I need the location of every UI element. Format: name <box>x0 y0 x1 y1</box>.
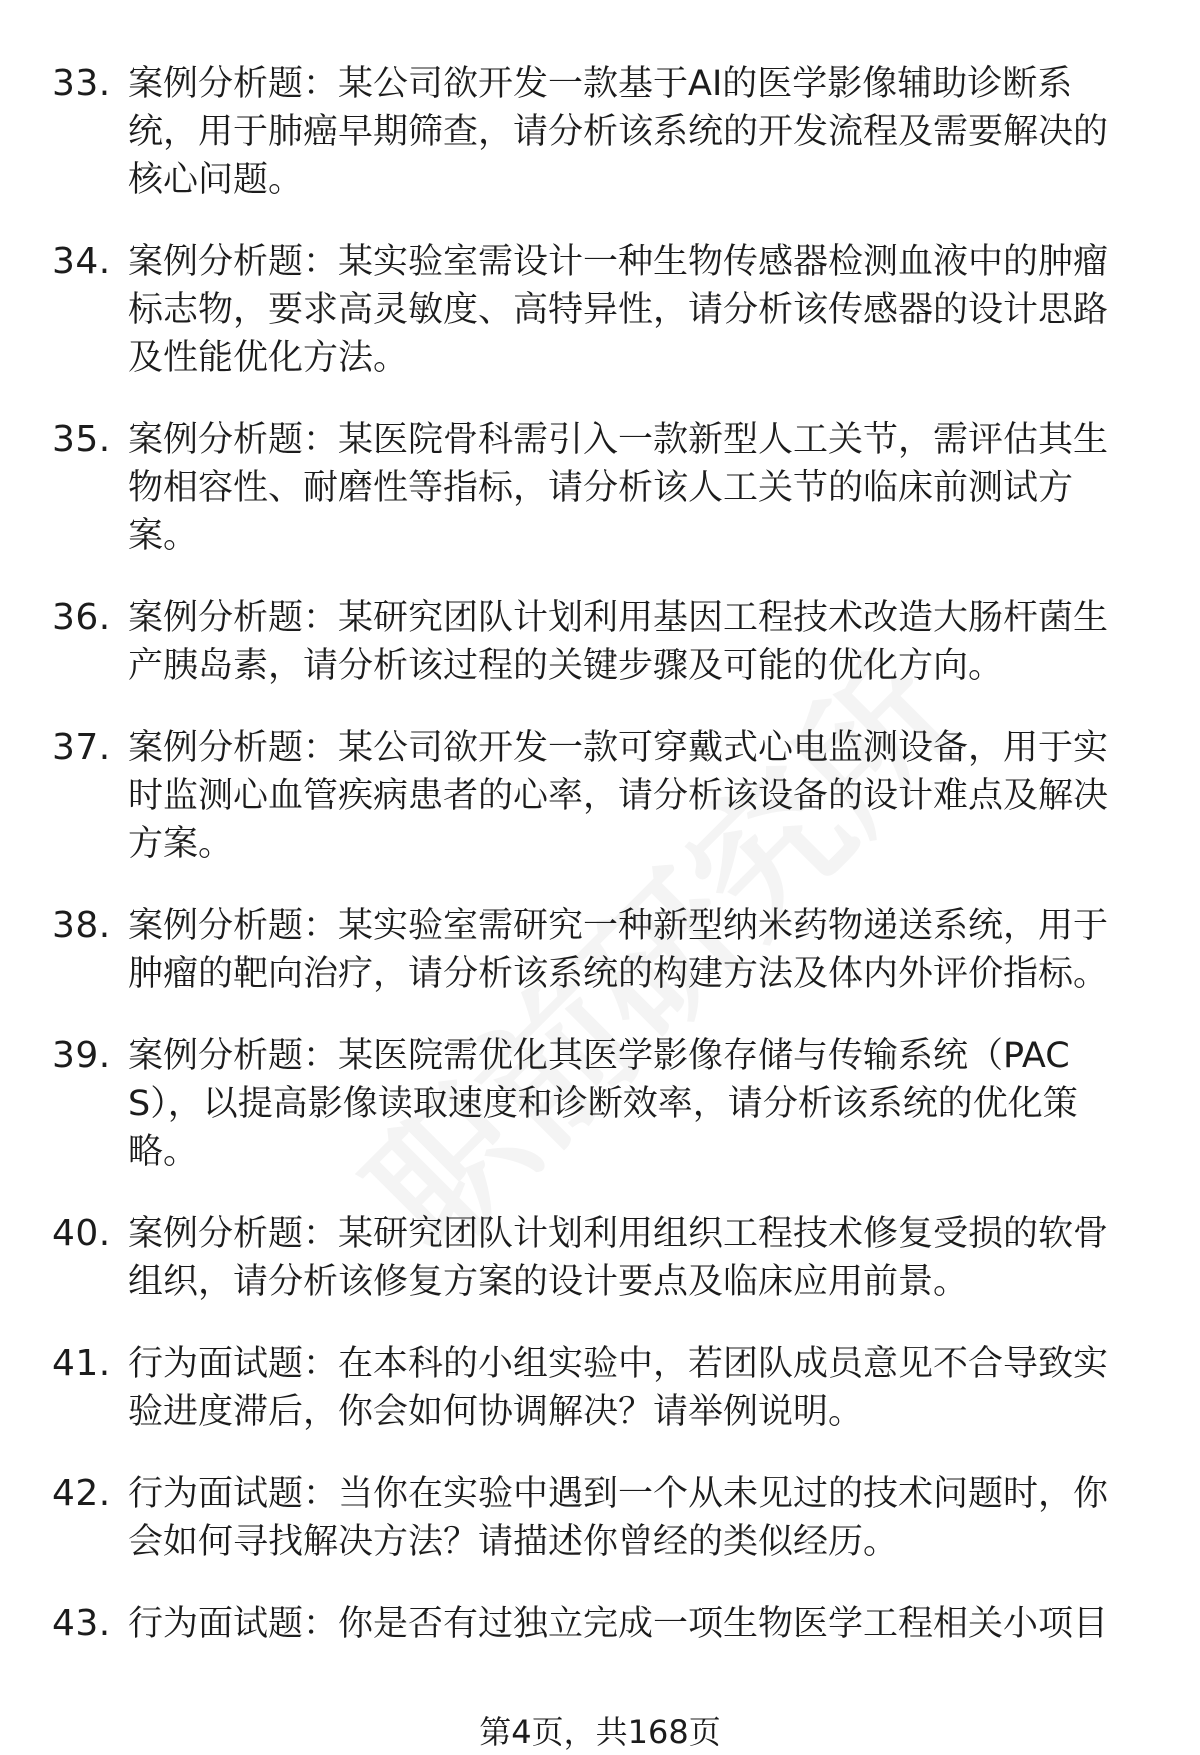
question-number: 36. <box>52 597 111 638</box>
question-item <box>52 594 1152 690</box>
question-item <box>52 1470 1152 1566</box>
question-text: 案例分析题：某医院骨科需引入一款新型人工关节，需评估其生物相容性、耐磨性等指标，请分析该人工关节的临床前测试方案。 <box>128 420 1109 556</box>
question-text: 案例分析题：某研究团队计划利用组织工程技术修复受损的软骨组织，请分析该修复方案的设计要点及临床应用前景。 <box>128 1214 1109 1302</box>
question-number: 42. <box>52 1473 111 1514</box>
question-item <box>52 1210 1152 1306</box>
question-item <box>52 238 1152 382</box>
question-text: 案例分析题：某公司欲开发一款可穿戴式心电监测设备，用于实时监测心血管疾病患者的心率，请分析该设备的设计难点及解决方案。 <box>128 728 1109 864</box>
question-text: 行为面试题：你是否有过独立完成一项生物医学工程相关小项目 <box>128 1604 1109 1644</box>
question-number: 35. <box>52 419 111 460</box>
question-item <box>52 416 1152 560</box>
question-item <box>52 1600 1152 1648</box>
question-number: 34. <box>52 241 111 282</box>
question-item <box>52 724 1152 868</box>
question-text: 案例分析题：某医院需优化其医学影像存储与传输系统（PACS），以提高影像读取速度和诊断效率，请分析该系统的优化策略。 <box>128 1036 1078 1172</box>
question-number: 39. <box>52 1035 111 1076</box>
question-item <box>52 60 1152 204</box>
question-item <box>52 1340 1152 1436</box>
question-number: 37. <box>52 727 111 768</box>
question-number: 33. <box>52 63 111 104</box>
question-text: 案例分析题：某公司欲开发一款基于AI的医学影像辅助诊断系统，用于肺癌早期筛查，请分析该系统的开发流程及需要解决的核心问题。 <box>128 64 1109 200</box>
question-text: 案例分析题：某研究团队计划利用基因工程技术改造大肠杆菌生产胰岛素，请分析该过程的关键步骤及可能的优化方向。 <box>128 598 1109 686</box>
question-list <box>52 60 1152 1682</box>
question-number: 40. <box>52 1213 111 1254</box>
page-number-footer: 第4页，共168页 <box>479 1713 721 1751</box>
question-number: 38. <box>52 905 111 946</box>
question-text: 案例分析题：某实验室需设计一种生物传感器检测血液中的肿瘤标志物，要求高灵敏度、高特异性，请分析该传感器的设计思路及性能优化方法。 <box>128 242 1109 378</box>
question-text: 行为面试题：当你在实验中遇到一个从未见过的技术问题时，你会如何寻找解决方法？请描述你曾经的类似经历。 <box>128 1474 1109 1562</box>
question-text: 案例分析题：某实验室需研究一种新型纳米药物递送系统，用于肿瘤的靶向治疗，请分析该系统的构建方法及体内外评价指标。 <box>128 906 1109 994</box>
question-number: 41. <box>52 1343 111 1384</box>
question-number: 43. <box>52 1603 111 1644</box>
question-item <box>52 1032 1152 1176</box>
question-text: 行为面试题：在本科的小组实验中，若团队成员意见不合导致实验进度滞后，你会如何协调解决？请举例说明。 <box>128 1344 1109 1432</box>
question-item <box>52 902 1152 998</box>
